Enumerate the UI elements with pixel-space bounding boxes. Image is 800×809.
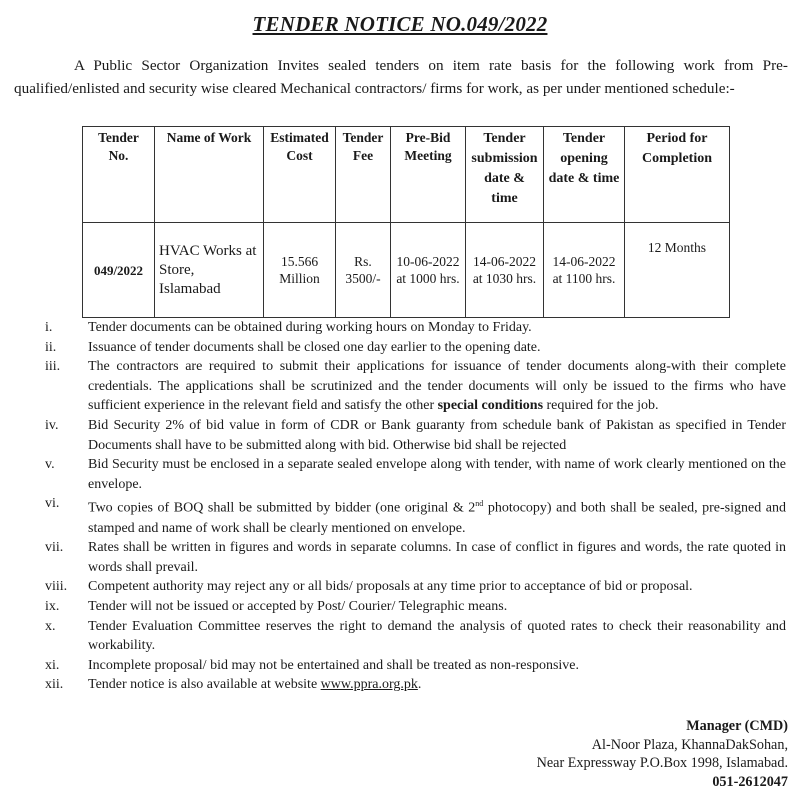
phone-number: 051-2612047 xyxy=(712,773,788,790)
signature-block xyxy=(537,717,788,791)
item-number: v. xyxy=(45,457,55,473)
list-item xyxy=(0,455,800,494)
header-opening: Tender opening date & time xyxy=(544,127,625,223)
header-pre-bid-meeting: Pre-Bid Meeting xyxy=(391,127,466,223)
list-item xyxy=(0,617,800,656)
header-submission: Tender submission date & time xyxy=(466,127,544,223)
item-text xyxy=(88,357,786,416)
item-number: vi. xyxy=(45,496,60,512)
item-text: Bid Security must be enclosed in a separate sealed envelope along with tender, with name of work clearly mentioned on the envelope. xyxy=(88,457,786,492)
ppra-website-link[interactable]: www.ppra.org.pk xyxy=(320,677,418,693)
cell-tender-no: 049/2022 xyxy=(83,223,155,318)
text-segment: photocopy) and both shall be sealed, pre-signed and stamped and name of work shall be clearly mentioned on envelope. xyxy=(88,501,786,536)
item-text: Tender Evaluation Committee reserves the right to demand the analysis of quoted rates to check their reasonability and workability. xyxy=(88,618,786,654)
item-text: Incomplete proposal/ bid may not be entertained and shall be treated as non-responsive. xyxy=(88,657,580,673)
header-name-of-work: Name of Work xyxy=(155,127,264,223)
item-number: iii. xyxy=(45,359,61,375)
table-header-row xyxy=(83,127,730,223)
list-item xyxy=(0,597,800,617)
cell-opening: 14-06-2022 at 1100 hrs. xyxy=(544,223,625,318)
list-item xyxy=(0,416,800,455)
item-number: viii. xyxy=(45,579,68,595)
notice-title: TENDER NOTICE NO.049/2022 xyxy=(252,12,548,36)
item-text: Bid Security 2% of bid value in form of CDR or Bank guaranty from schedule bank of Pakistan as specified in Tender Documents shall have to be submitted along with bid. Otherwise bid shall be rejected xyxy=(88,417,786,453)
cell-submission: 14-06-2022 at 1030 hrs. xyxy=(466,223,544,318)
item-text xyxy=(88,675,786,695)
item-text: Tender will not be issued or accepted by Post/ Courier/ Telegraphic means. xyxy=(88,598,508,614)
list-item xyxy=(0,357,800,416)
item-number: x. xyxy=(45,618,56,634)
item-number: i. xyxy=(45,320,53,335)
header-completion: Period for Completion xyxy=(625,127,730,223)
cell-pre-bid-meeting: 10-06-2022 at 1000 hrs. xyxy=(391,223,466,318)
list-item xyxy=(0,656,800,676)
tender-schedule-table xyxy=(82,126,730,318)
list-item xyxy=(0,318,800,338)
table-row xyxy=(83,223,730,318)
item-number: xi. xyxy=(45,657,60,673)
text-segment: Two copies of BOQ shall be submitted by bidder (one original & 2 xyxy=(88,501,476,516)
conditions-list xyxy=(0,318,800,695)
text-segment: . xyxy=(417,677,422,693)
item-number: ix. xyxy=(45,598,60,614)
text-segment: required for the job. xyxy=(543,398,659,414)
header-tender-fee: Tender Fee xyxy=(336,127,391,223)
superscript: nd xyxy=(475,499,484,509)
item-text xyxy=(88,494,786,538)
cell-tender-fee: Rs. 3500/- xyxy=(336,223,391,318)
list-item xyxy=(0,675,800,695)
item-number: ii. xyxy=(45,339,57,355)
cell-completion: 12 Months xyxy=(625,223,730,318)
item-text: Tender documents can be obtained during working hours on Monday to Friday. xyxy=(88,320,532,335)
item-text: Rates shall be written in figures and words in separate columns. In case of conflict in figures and words, the rate quoted in words shall prevail. xyxy=(88,540,786,575)
cell-estimated-cost: 15.566 Million xyxy=(264,223,336,318)
item-text: Issuance of tender documents shall be closed one day earlier to the opening date. xyxy=(88,339,541,355)
text-segment: The contractors are required to submit their applications for issuance of tender documents along-with their complete credentials. The applications shall be scrutinized and the tender documents will only be issued to the firms who have sufficient experience in the relevant field and satisfy the other xyxy=(88,359,786,414)
special-conditions-emphasis: special conditions xyxy=(437,398,544,414)
signatory-designation: Manager (CMD) xyxy=(686,718,788,734)
intro-paragraph: A Public Sector Organization Invites sealed tenders on item rate basis for the following work from Pre-qualified/enlisted and security wise cleared Mechanical contractors/ firms for work, as per under mentioned schedule:- xyxy=(14,57,788,97)
header-tender-no: Tender No. xyxy=(83,127,155,223)
list-item xyxy=(0,538,800,577)
item-text: Competent authority may reject any or all bids/ proposals at any time prior to acceptance of bid or proposal. xyxy=(88,579,693,595)
item-number: xii. xyxy=(45,677,64,693)
header-estimated-cost: Estimated Cost xyxy=(264,127,336,223)
list-item xyxy=(0,338,800,358)
list-item xyxy=(0,577,800,597)
address-line-2: Near Expressway P.O.Box 1998, Islamabad. xyxy=(536,755,788,771)
cell-name-of-work: HVAC Works at Store, Islamabad xyxy=(155,223,264,318)
address-line-1: Al-Noor Plaza, KhannaDakSohan, xyxy=(591,736,788,753)
text-segment: Tender notice is also available at website xyxy=(88,677,321,693)
list-item xyxy=(0,494,800,538)
item-number: iv. xyxy=(45,417,59,433)
item-number: vii. xyxy=(45,540,64,556)
